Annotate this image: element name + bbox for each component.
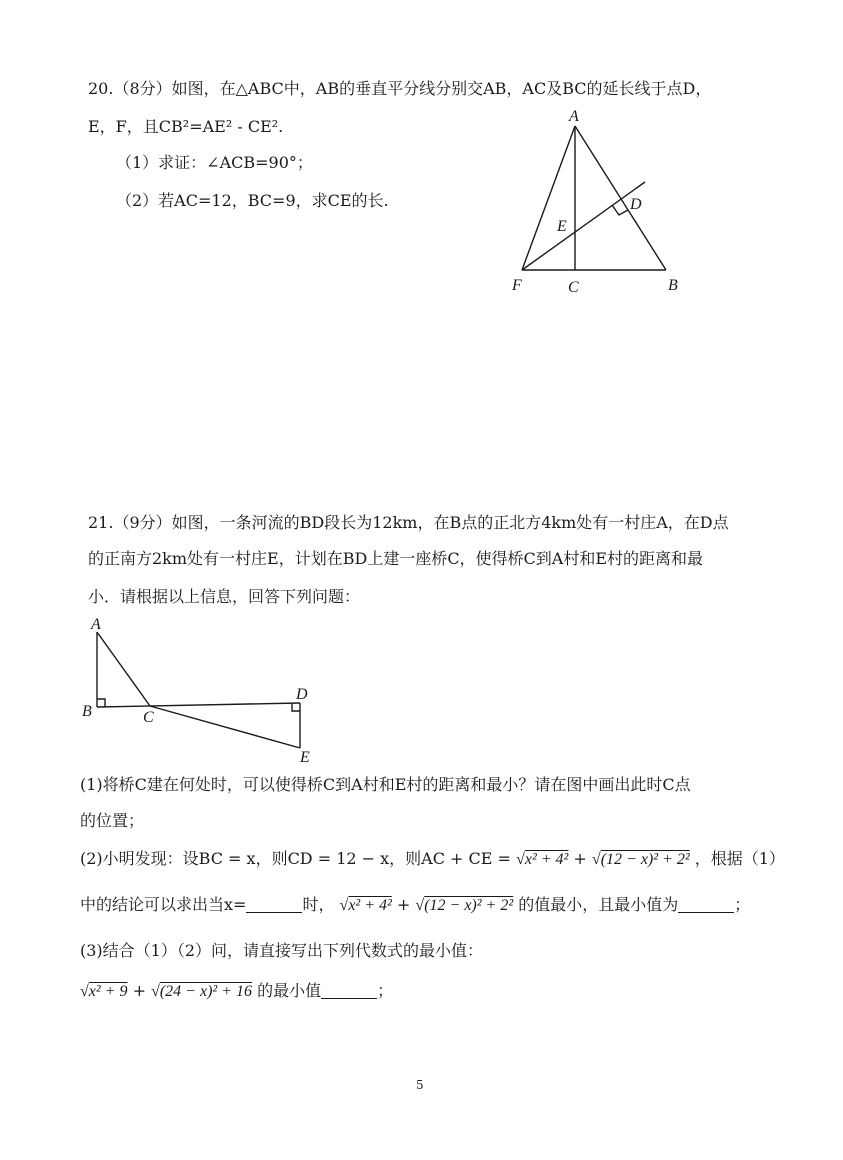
- q21-label-d: D: [296, 686, 308, 703]
- sqrt-expr2-a: √x² + 9: [80, 983, 128, 1000]
- q21-part1-line1: (1)将桥C建在何处时，可以使得桥C到A村和E村的距离和最小？请在图中画出此时C点: [80, 775, 691, 794]
- q20-label-e: E: [557, 218, 567, 235]
- q21-part2-text-f: ；: [734, 895, 751, 914]
- page-number: 5: [416, 1078, 424, 1092]
- q20-label-d: D: [630, 196, 642, 213]
- q21-part2-line2: 中的结论可以求出当x= 时， √x² + 4² + √(12 − x)² + 2² 的值最小，且最小值为 ；: [80, 895, 751, 914]
- q21-part2-text-c: 中的结论可以求出当x=: [80, 895, 247, 914]
- q20-label-f: F: [512, 277, 522, 294]
- q20-label-b: B: [668, 277, 678, 294]
- q21-segment-ac: [97, 632, 150, 706]
- q21-part2-line1: (2)小明发现：设BC = x，则CD = 12 − x，则AC + CE = √x² + 4² + √(12 − x)² + 2² ，根据（1）: [80, 849, 785, 868]
- q21-part2-text-a: (2)小明发现：设BC = x，则CD = 12 − x，则AC + CE =: [80, 849, 511, 868]
- q21-line2: 的正南方2km处有一村庄E，计划在BD上建一座桥C，使得桥C到A村和E村的距离和最: [88, 549, 704, 568]
- q20-side-ab: [575, 126, 666, 270]
- q21-river-bd: [97, 703, 300, 707]
- q21-part2-text-d: 时，: [302, 895, 335, 914]
- q20-sub1: （1）求证：∠ACB=90°；: [116, 153, 313, 172]
- sqrt-expr1-b-repeat: √(12 − x)² + 2²: [415, 897, 514, 914]
- q20-line2: E，F，且CB²=AE² - CE².: [88, 117, 284, 136]
- sqrt-expr1-b: √(12 − x)² + 2²: [591, 851, 690, 868]
- q20-label-a: A: [569, 108, 579, 125]
- q21-part3-line2: √x² + 9 + √(24 − x)² + 16 的最小值 ；: [80, 981, 394, 1000]
- q21-part3-text: 的最小值: [257, 981, 322, 1000]
- q21-right-angle-b: [97, 699, 105, 707]
- q21-label-e: E: [300, 749, 310, 766]
- q20-bisector-line: [522, 182, 645, 270]
- sqrt-expr1-a: √x² + 4²: [516, 851, 569, 868]
- q21-line1: 21.（9分）如图，一条河流的BD段长为12km，在B点的正北方4km处有一村庄A，在D点: [88, 513, 729, 532]
- q21-label-c: C: [143, 709, 154, 726]
- q21-line3: 小．请根据以上信息，回答下列问题：: [88, 587, 361, 606]
- answer-blank-x[interactable]: [246, 896, 302, 913]
- q20-line1: 20.（8分）如图，在△ABC中，AB的垂直平分线分别交AB，AC及BC的延长线于点D，: [88, 79, 712, 98]
- q21-part2-text-b: ，根据（1）: [694, 849, 785, 868]
- sqrt-expr2-b: √(24 − x)² + 16: [151, 983, 252, 1000]
- q20-right-angle-mark: [612, 205, 628, 215]
- q21-right-angle-d: [292, 703, 300, 711]
- q21-label-a: A: [91, 616, 101, 633]
- answer-blank-min[interactable]: [678, 896, 734, 913]
- sqrt-expr1-a-repeat: √x² + 4²: [339, 897, 392, 914]
- q21-part3-line1: (3)结合（1）（2）问，请直接写出下列代数式的最小值：: [80, 941, 484, 960]
- q21-segment-ce: [150, 706, 300, 748]
- q21-part1-line2: 的位置；: [80, 811, 145, 830]
- q21-part2-text-e: 的值最小，且最小值为: [518, 895, 679, 914]
- answer-blank-part3[interactable]: [321, 982, 377, 999]
- q20-sub2: （2）若AC=12，BC=9，求CE的长.: [116, 191, 389, 210]
- q21-label-b: B: [82, 703, 92, 720]
- q21-part3-end: ；: [377, 981, 394, 1000]
- q20-side-af: [522, 126, 575, 270]
- q20-label-c: C: [568, 279, 579, 296]
